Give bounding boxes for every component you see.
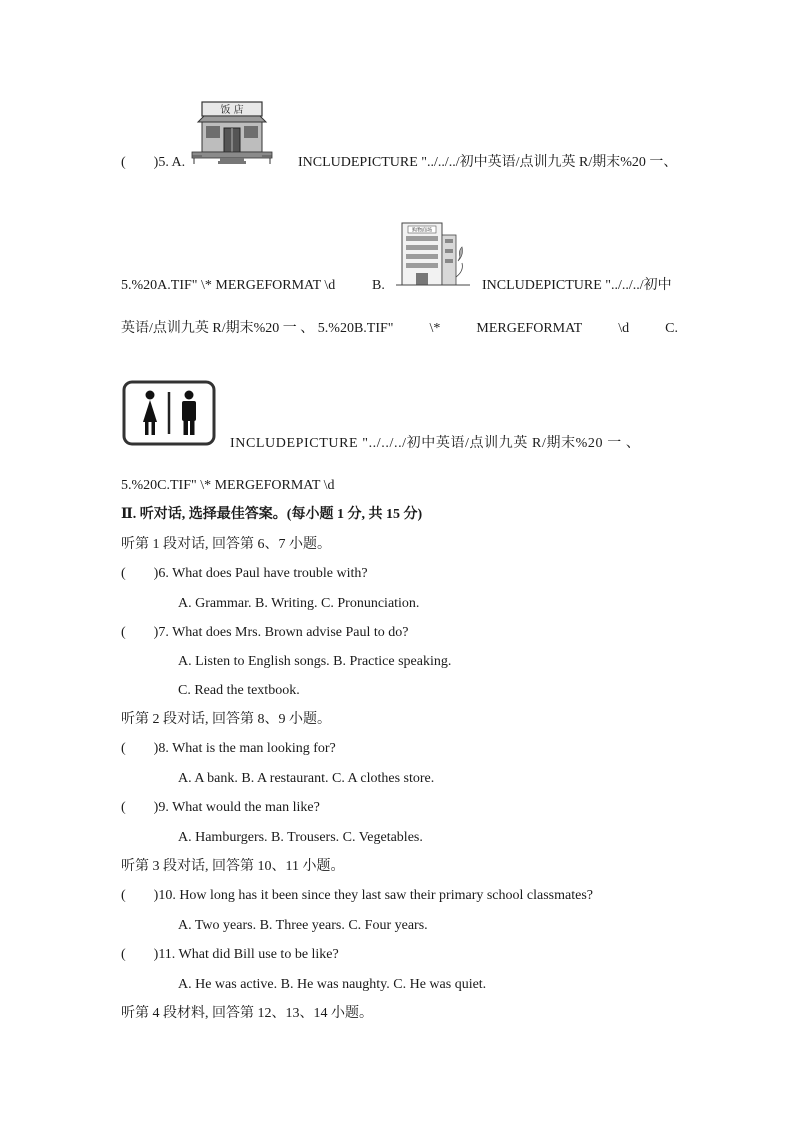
- include-picture-c-line2: 5.%20C.TIF" \* MERGEFORMAT \d: [121, 478, 335, 493]
- question-6: ( )6. What does Paul have trouble with?: [121, 566, 368, 581]
- question-9-options: A. Hamburgers. B. Trousers. C. Vegetables.: [178, 830, 423, 845]
- question-5-prefix: ( )5. A.: [121, 155, 186, 170]
- question-10: ( )10. How long has it been since they last saw their primary school classmates?: [121, 888, 593, 903]
- include-b-token: \*: [429, 321, 441, 336]
- question-8-options: A. A bank. B. A restaurant. C. A clothes store.: [178, 771, 435, 786]
- question-7: ( )7. What does Mrs. Brown advise Paul to do?: [121, 625, 409, 640]
- shopping-mall-image: [396, 221, 470, 289]
- dialog-instruction: 听第 2 段对话, 回答第 8、9 小题。: [121, 712, 331, 727]
- option-b-label: B.: [372, 278, 385, 293]
- include-b-token: \d: [618, 321, 630, 336]
- dialog-instruction: 听第 1 段对话, 回答第 6、7 小题。: [121, 537, 331, 552]
- restroom-sign-image: [122, 380, 216, 446]
- restaurant-image: [190, 96, 274, 166]
- restaurant-sign-text: 饭 店: [220, 105, 244, 116]
- include-b-token: 英语/点训九英 R/期末%20 一 、 5.%20B.TIF": [121, 321, 394, 336]
- question-6-options: A. Grammar. B. Writing. C. Pronunciation.: [178, 596, 420, 611]
- option-c-label: C.: [665, 321, 678, 336]
- include-picture-a-line1: INCLUDEPICTURE "../../../初中英语/点训九英 R/期末%20 一、: [298, 155, 678, 170]
- include-b-token: MERGEFORMAT: [476, 321, 583, 336]
- mall-sign-text: 购物商场: [411, 227, 433, 234]
- question-7-options-cont: C. Read the textbook.: [178, 683, 300, 698]
- question-9: ( )9. What would the man like?: [121, 800, 320, 815]
- section-heading: Ⅱ. 听对话, 选择最佳答案。(每小题 1 分, 共 15 分): [121, 507, 423, 522]
- dialog-instruction: 听第 4 段材料, 回答第 12、13、14 小题。: [121, 1006, 373, 1021]
- include-picture-c-line1: INCLUDEPICTURE "../../../初中英语/点训九英 R/期末%20 一 、: [230, 436, 641, 451]
- question-11: ( )11. What did Bill use to be like?: [121, 947, 339, 962]
- dialog-instruction: 听第 3 段对话, 回答第 10、11 小题。: [121, 859, 345, 874]
- include-picture-a-line2: 5.%20A.TIF" \* MERGEFORMAT \d: [121, 278, 336, 293]
- include-picture-b-line1: INCLUDEPICTURE "../../../初中: [482, 278, 672, 293]
- question-10-options: A. Two years. B. Three years. C. Four years.: [178, 918, 428, 933]
- question-11-options: A. He was active. B. He was naughty. C. He was quiet.: [178, 977, 487, 992]
- include-picture-b-line2: [121, 320, 678, 338]
- question-8: ( )8. What is the man looking for?: [121, 741, 336, 756]
- question-7-options: A. Listen to English songs. B. Practice speaking.: [178, 654, 452, 669]
